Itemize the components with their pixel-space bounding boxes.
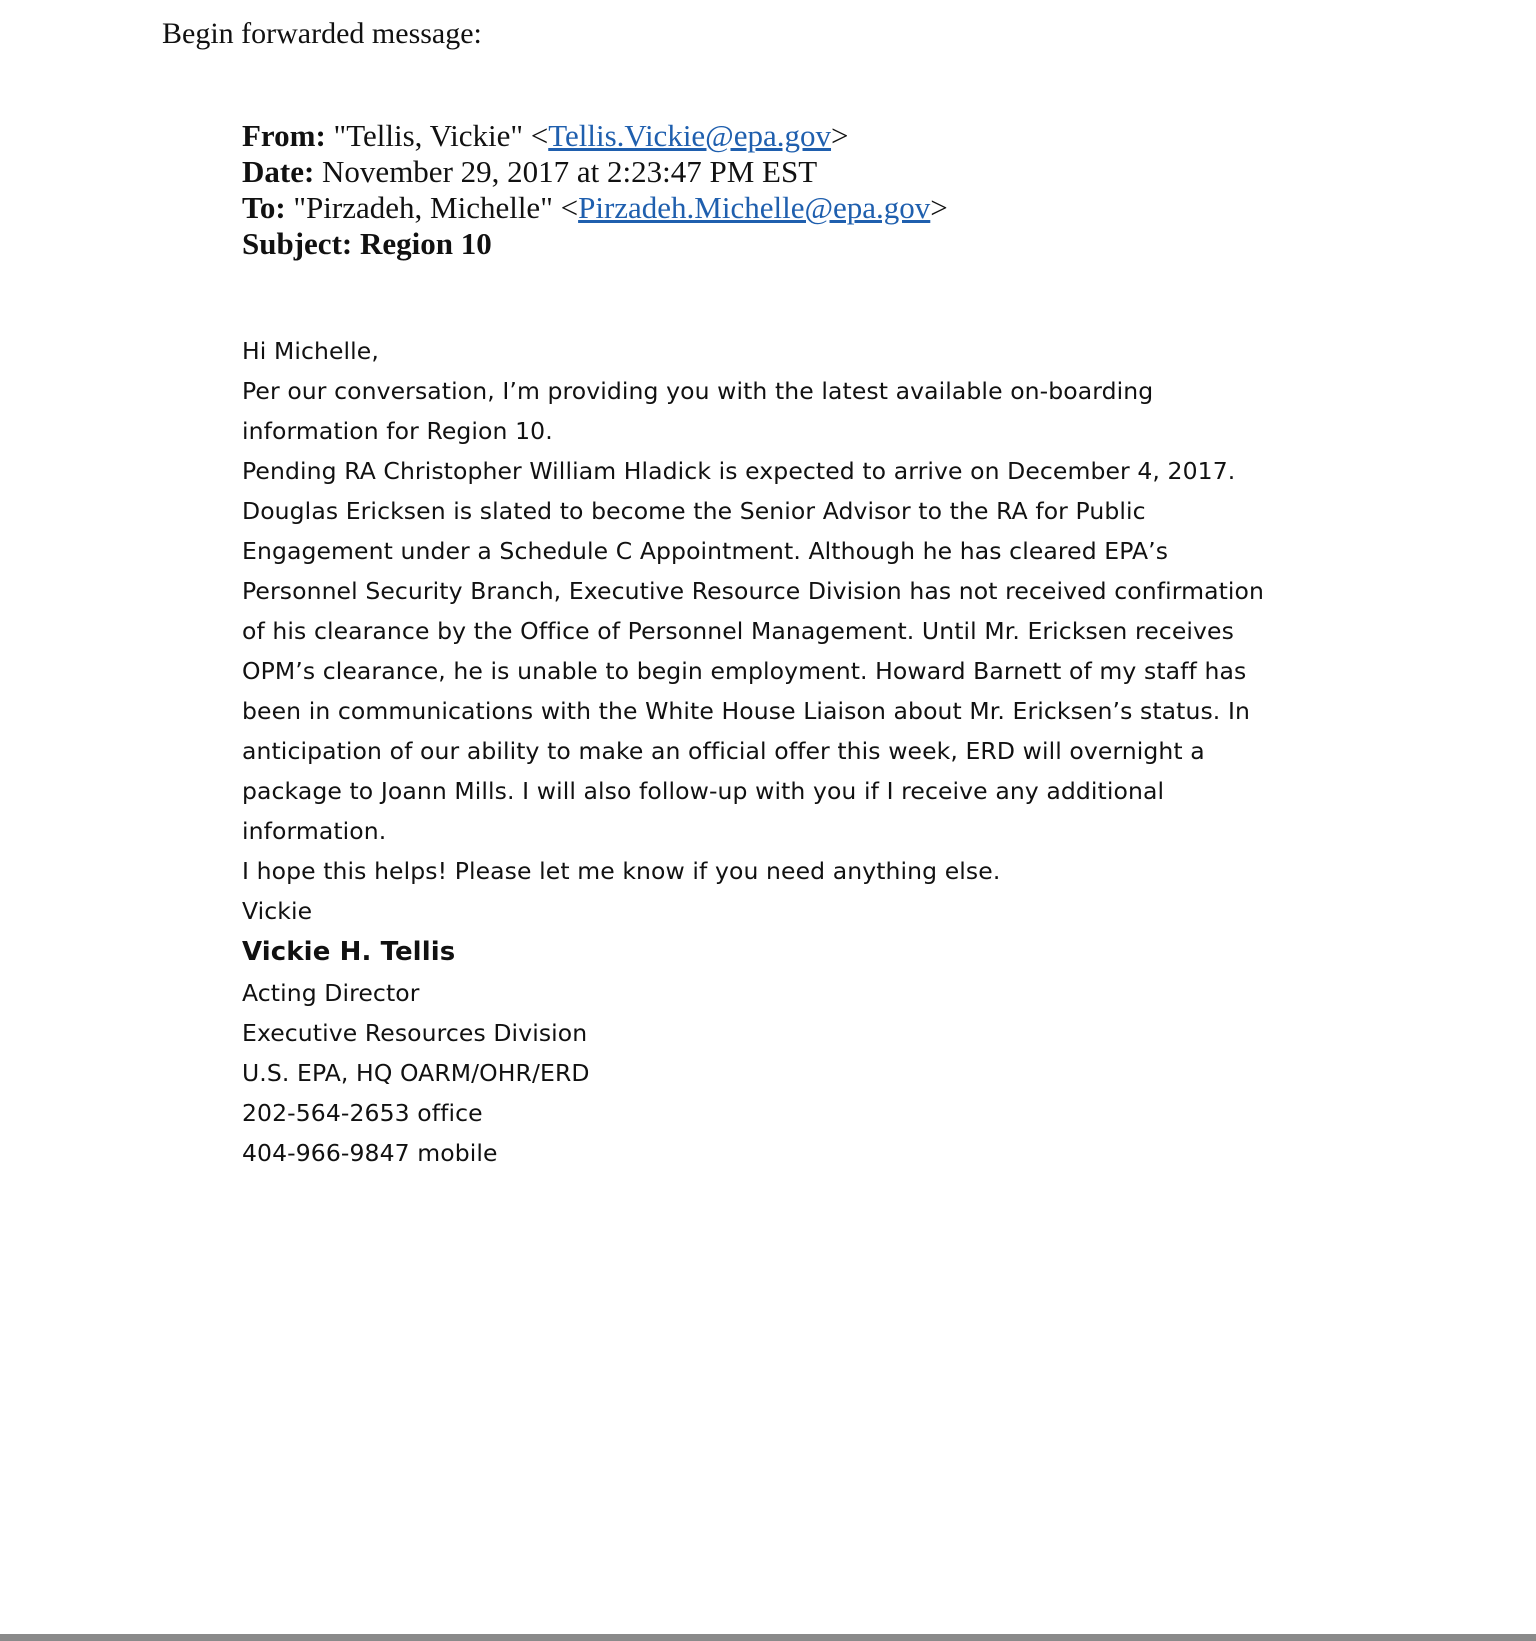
subject-value: Region 10 [359,226,492,261]
signature-name: Vickie H. Tellis [242,937,456,967]
to-row [242,190,948,226]
signature-mobile-phone: 404-966-9847 mobile [242,1139,498,1167]
from-close: > [831,118,849,153]
date-label: Date: [242,154,315,189]
from-email-link[interactable]: Tellis.Vickie@epa.gov [548,118,832,153]
email-body [242,331,1282,1173]
signature-org: U.S. EPA, HQ OARM/OHR/ERD [242,1059,590,1087]
signature-division: Executive Resources Division [242,1019,588,1047]
signature-office-phone: 202-564-2653 office [242,1099,483,1127]
date-value: November 29, 2017 at 2:23:47 PM EST [322,154,818,189]
to-email-link[interactable]: Pirzadeh.Michelle@epa.gov [578,190,931,225]
body-paragraph-closing: I hope this helps! Please let me know if you need anything else. [242,857,1001,885]
to-name: "Pirzadeh, Michelle" < [293,190,579,225]
page-bottom-border [0,1634,1536,1641]
subject-label: Subject: [242,226,353,261]
signature-title: Acting Director [242,979,420,1007]
email-header [242,118,948,262]
from-label: From: [242,118,326,153]
date-row [242,154,948,190]
from-name: "Tellis, Vickie" < [333,118,549,153]
subject-row [242,226,948,262]
signoff: Vickie [242,897,313,925]
body-paragraph-onboarding: Per our conversation, I’m providing you with the latest available on-boarding information for Region 10. [242,377,1154,445]
body-paragraph-ericksen: Douglas Ericksen is slated to become the Senior Advisor to the RA for Public Engagement under a Schedule C Appointment. Although he has cleared EPA’s Personnel Security Branch, Executive Resource Division has not received confirmation of his clearance by the Office of Personnel Management. Until Mr. Ericksen receives OPM’s clearance, he is unable to begin employment. Howard Barnett of my staff has been in communications with the White House Liaison about Mr. Ericksen’s status. In anticipation of our ability to make an official offer this week, ERD will overnight a package to Joann Mills. I will also follow-up with you if I receive any additional information. [242,497,1264,845]
body-paragraph-hladick: Pending RA Christopher William Hladick is expected to arrive on December 4, 2017. [242,457,1236,485]
to-close: > [930,190,948,225]
from-row [242,118,948,154]
greeting: Hi Michelle, [242,337,379,365]
forwarded-message-intro: Begin forwarded message: [162,17,482,50]
to-label: To: [242,190,286,225]
